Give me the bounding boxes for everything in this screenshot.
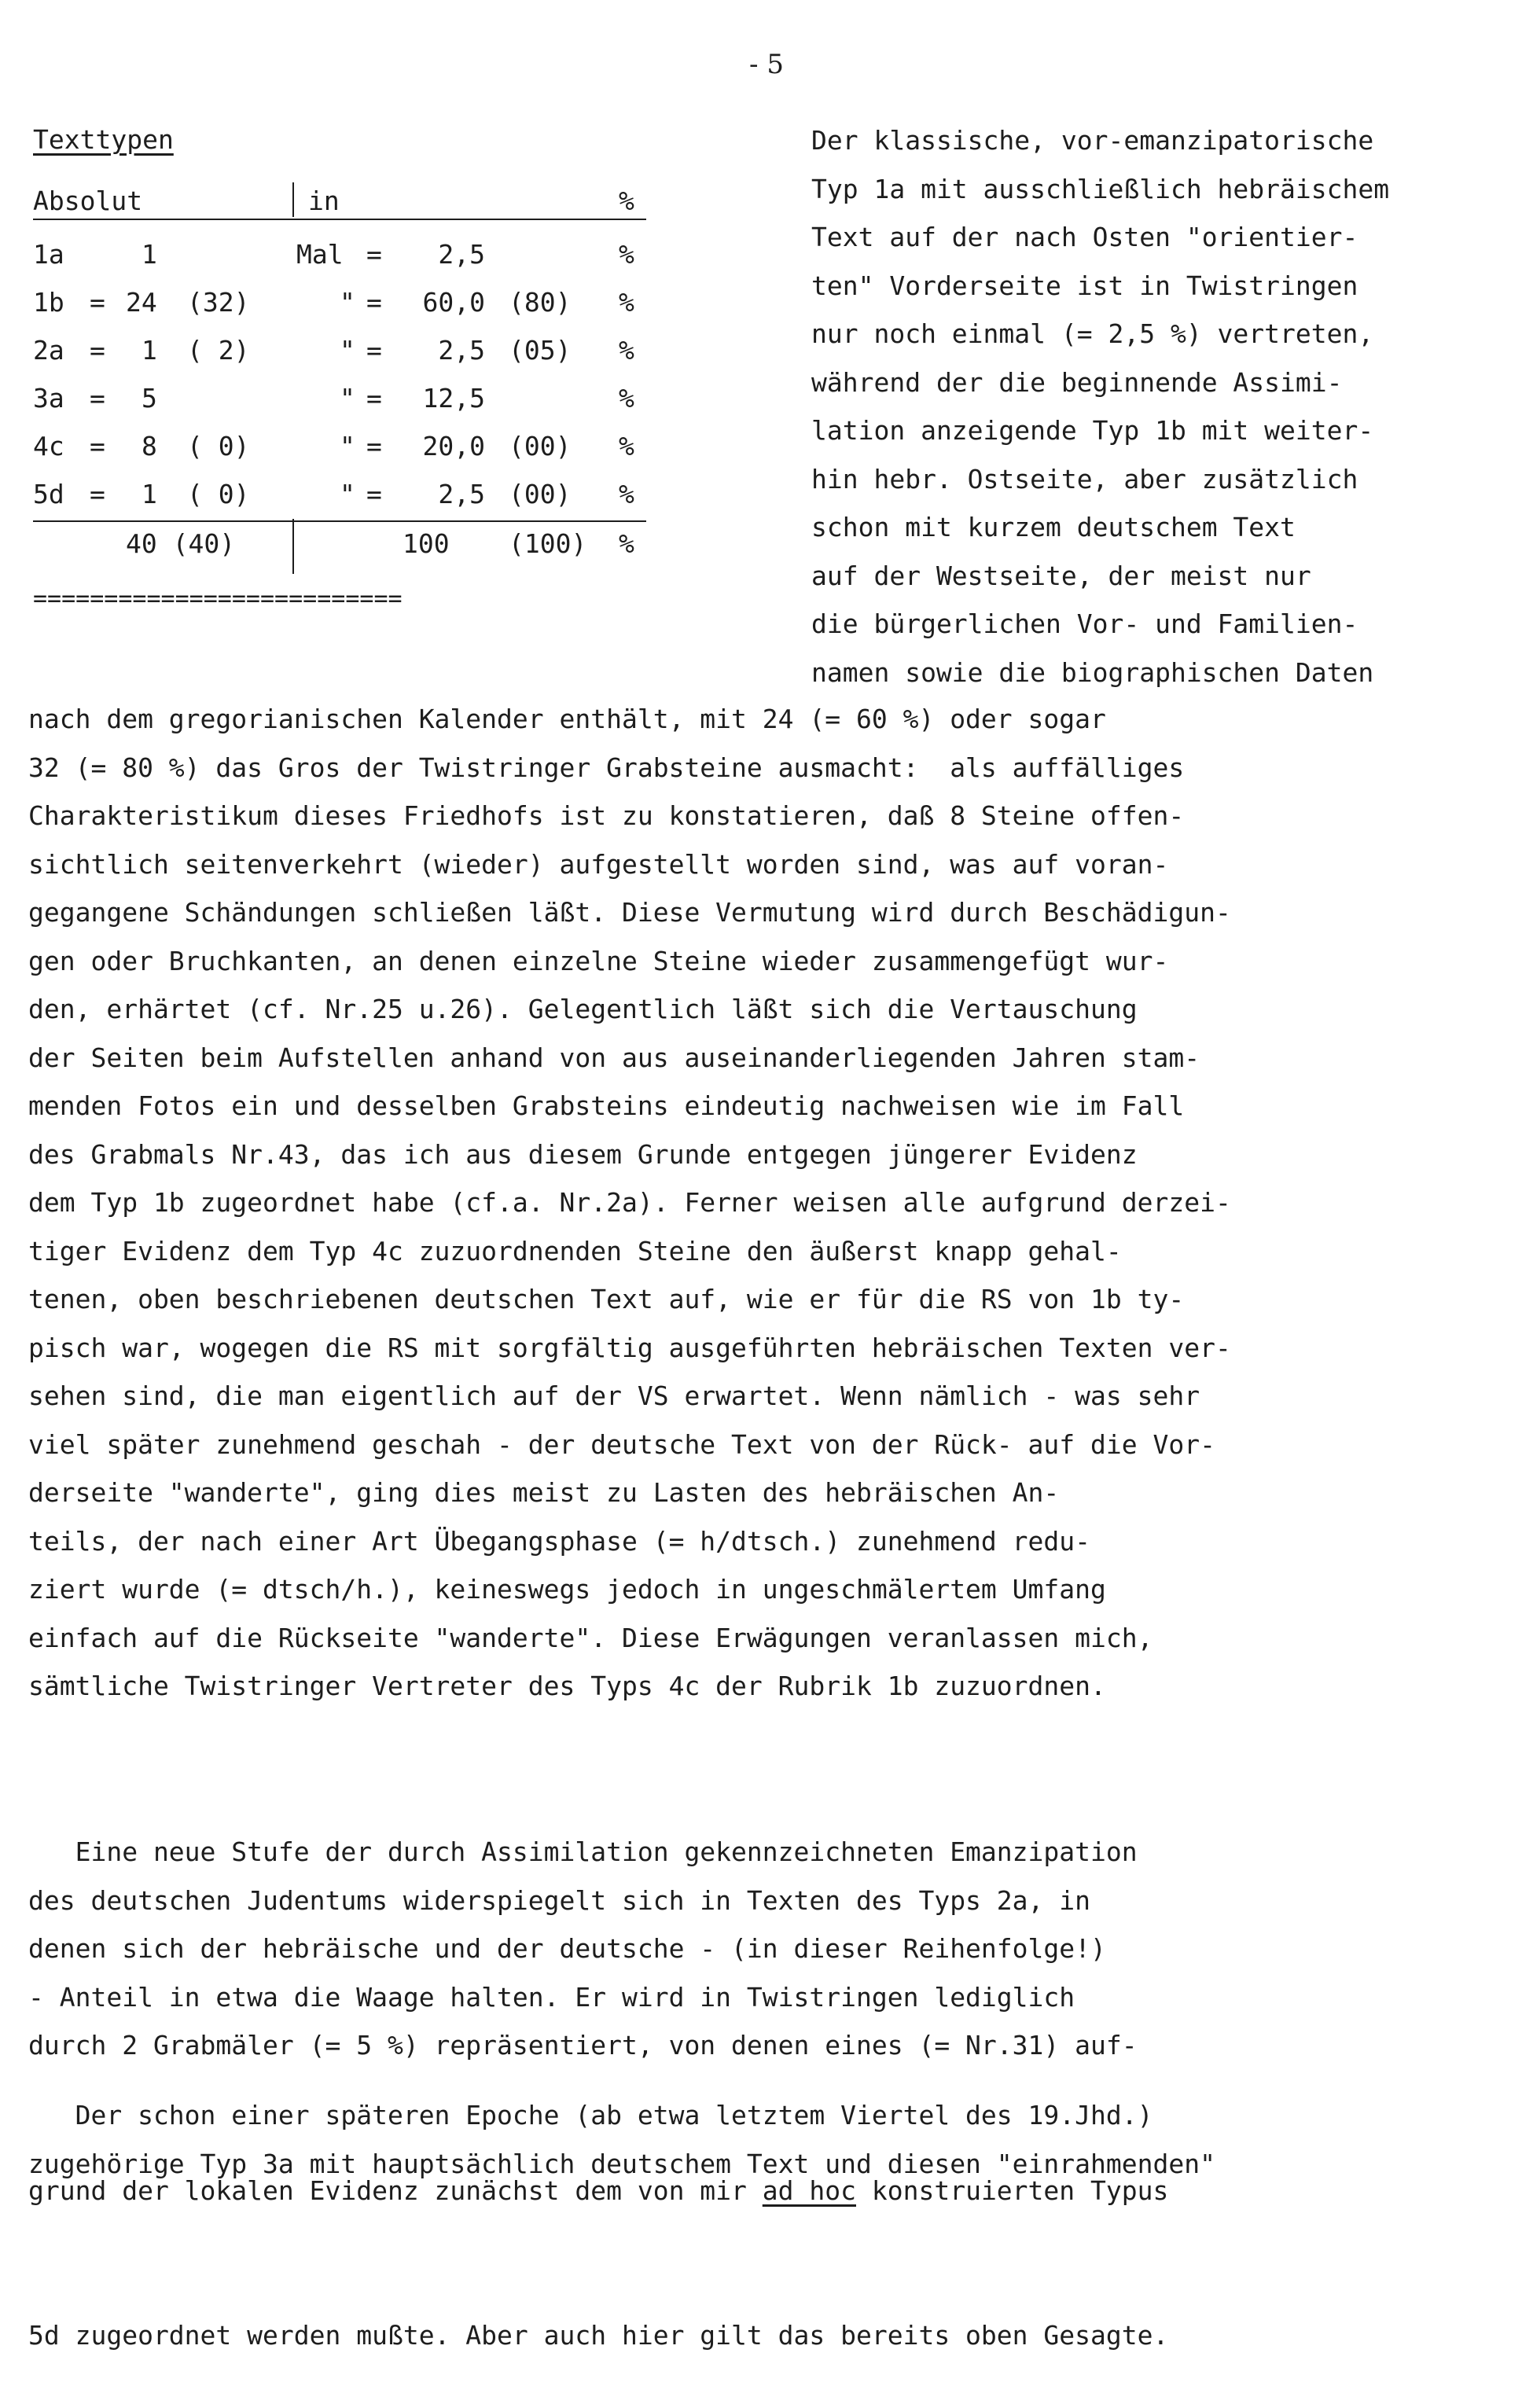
cell-eq1: = <box>90 479 105 509</box>
side-text-line: hin hebr. Ostseite, aber zusätzlich <box>811 463 1358 494</box>
cell-unit: " <box>340 479 355 509</box>
paragraph-2-line-7: 5d zugeordnet werden mußte. Aber auch hier gilt das bereits oben Gesagte. <box>28 2320 1169 2351</box>
paragraph-2-line: - Anteil in etwa die Waage halten. Er wird in Twistringen lediglich <box>28 1981 1075 2013</box>
cell-abs: 1 <box>142 239 157 270</box>
side-text-line: auf der Westseite, der meist nur <box>811 560 1311 591</box>
main-text-line: dem Typ 1b zugeordnet habe (cf.a. Nr.2a). Ferner weisen alle aufgrund derzei- <box>28 1187 1231 1218</box>
cell-type: 5d <box>33 479 64 509</box>
cell-unit: " <box>340 383 355 414</box>
cell-paren: (32) <box>187 287 250 318</box>
main-text-line: viel später zunehmend geschah - der deutsche Text von der Rück- auf die Vor- <box>28 1428 1215 1460</box>
main-text-line: tenen, oben beschriebenen deutschen Text auf, wie er für die RS von 1b ty- <box>28 1284 1185 1314</box>
cell-pct: 2,5 <box>438 479 485 509</box>
side-text-line: Text auf der nach Osten "orientier- <box>811 222 1358 252</box>
total-pct-paren: (100) <box>509 528 587 559</box>
main-text-line: menden Fotos ein und desselben Grabsteins eindeutig nachweisen wie im Fall <box>28 1090 1185 1121</box>
cell-abs: 5 <box>142 383 157 414</box>
cell-pct-paren: (05) <box>509 335 572 366</box>
cell-type: 4c <box>33 431 64 461</box>
paragraph-2-line: denen sich der hebräische und der deutsche - (in dieser Reihenfolge!) <box>28 1933 1106 1964</box>
header-divider <box>292 182 294 217</box>
main-text-line: ziert wurde (= dtsch/h.), keineswegs jedoch in ungeschmälertem Umfang <box>28 1574 1106 1605</box>
main-text <box>28 695 1522 1711</box>
cell-paren: ( 0) <box>187 431 250 461</box>
cell-pct-paren: (00) <box>509 479 572 509</box>
table-row <box>33 377 646 425</box>
cell-pct-paren: (80) <box>509 287 572 318</box>
side-text-line: die bürgerlichen Vor- und Familien- <box>811 608 1358 639</box>
table-row <box>33 472 646 522</box>
main-text-line: den, erhärtet (cf. Nr.25 u.26). Gelegentlich läßt sich die Vertauschung <box>28 994 1138 1024</box>
paragraph-3 <box>28 2091 1522 2188</box>
table-total-row <box>33 522 646 570</box>
total-divider <box>292 519 294 574</box>
cell-eq2: = <box>366 239 382 270</box>
paragraph-2-line-6: grund der lokalen Evidenz zunächst dem von mir ad hoc konstruierten Typus <box>28 2175 1169 2206</box>
cell-eq1: = <box>90 383 105 414</box>
cell-pct-paren: (00) <box>509 431 572 461</box>
cell-pct: 2,5 <box>438 335 485 366</box>
cell-eq2: = <box>366 287 382 318</box>
cell-abs: 24 <box>126 287 157 318</box>
main-text-line: tiger Evidenz dem Typ 4c zuzuordnenden Steine den äußerst knapp gehal- <box>28 1235 1122 1266</box>
main-text-line: der Seiten beim Aufstellen anhand von aus auseinanderliegenden Jahren stam- <box>28 1042 1200 1073</box>
table-row <box>33 425 646 472</box>
main-text-line: nach dem gregorianischen Kalender enthält, mit 24 (= 60 %) oder sogar <box>28 704 1106 734</box>
cell-unit: Mal <box>296 239 344 270</box>
texttypen-table <box>33 179 646 570</box>
main-text-line: gen oder Bruchkanten, an denen einzelne Steine wieder zusammengefügt wur- <box>28 945 1169 976</box>
cell-abs: 1 <box>142 479 157 509</box>
paragraph-2-line: Eine neue Stufe der durch Assimilation gekennzeichneten Emanzipation <box>28 1836 1138 1867</box>
table-title: Texttypen <box>33 124 174 155</box>
cell-type: 2a <box>33 335 64 366</box>
paragraph-2-line: durch 2 Grabmäler (= 5 %) repräsentiert, von denen eines (= Nr.31) auf- <box>28 2030 1138 2061</box>
main-text-line: pisch war, wogegen die RS mit sorgfältig ausgeführten hebräischen Texten ver- <box>28 1332 1231 1363</box>
cell-eq2: = <box>366 383 382 414</box>
cell-paren: ( 2) <box>187 335 250 366</box>
total-pct: 100 <box>403 528 450 559</box>
cell-pct: 12,5 <box>422 383 485 414</box>
paragraph-3-line: Der schon einer späteren Epoche (ab etwa letztem Viertel des 19.Jhd.) <box>28 2100 1153 2130</box>
cell-eq1: = <box>90 335 105 366</box>
main-text-line: Charakteristikum dieses Friedhofs ist zu konstatieren, daß 8 Steine offen- <box>28 800 1185 831</box>
cell-unit: " <box>340 287 355 318</box>
cell-sign: % <box>619 431 634 461</box>
side-text <box>811 116 1503 697</box>
paragraph-2-line: des deutschen Judentums widerspiegelt sich in Texten des Typs 2a, in <box>28 1884 1091 1916</box>
table-double-rule: ========================== <box>33 585 403 612</box>
side-text-line: Typ 1a mit ausschließlich hebräischem <box>811 173 1390 204</box>
cell-pct: 60,0 <box>422 287 485 318</box>
header-in: in <box>308 186 340 216</box>
cell-eq2: = <box>366 335 382 366</box>
side-text-line: namen sowie die biographischen Daten <box>811 656 1374 688</box>
main-text-line: sehen sind, die man eigentlich auf der VS erwartet. Wenn nämlich - was sehr <box>28 1380 1200 1411</box>
cell-eq1: = <box>90 287 105 318</box>
side-text-line: schon mit kurzem deutschem Text <box>811 512 1296 542</box>
paragraph-2 <box>28 1731 1522 2408</box>
cell-pct: 2,5 <box>438 239 485 270</box>
cell-sign: % <box>619 479 634 509</box>
total-abs: 40 (40) <box>126 528 236 559</box>
cell-unit: " <box>340 431 355 461</box>
main-text-line: teils, der nach einer Art Übegangsphase (= h/dtsch.) zunehmend redu- <box>28 1525 1091 1557</box>
cell-type: 1a <box>33 239 64 270</box>
cell-abs: 8 <box>142 431 157 461</box>
header-percent: % <box>619 186 634 216</box>
cell-sign: % <box>619 287 634 318</box>
table-header <box>33 179 646 220</box>
cell-eq1: = <box>90 431 105 461</box>
main-text-line: einfach auf die Rückseite "wanderte". Diese Erwägungen veranlassen mich, <box>28 1622 1153 1653</box>
main-text-line: 32 (= 80 %) das Gros der Twistringer Grabsteine ausmacht: als auffälliges <box>28 752 1185 783</box>
cell-sign: % <box>619 383 634 414</box>
main-text-line: sichtlich seitenverkehrt (wieder) aufgestellt worden sind, was auf voran- <box>28 848 1169 880</box>
main-text-line: des Grabmals Nr.43, das ich aus diesem Grunde entgegen jüngerer Evidenz <box>28 1138 1138 1170</box>
table-row <box>33 281 646 329</box>
paragraph-3-line: zugehörige Typ 3a mit hauptsächlich deutschem Text und diesen "einrahmenden" <box>28 2148 1215 2179</box>
side-text-line: Der klassische, vor-emanzipatorische <box>811 125 1374 156</box>
cell-eq2: = <box>366 431 382 461</box>
side-text-line: lation anzeigende Typ 1b mit weiter- <box>811 415 1374 446</box>
main-text-line: gegangene Schändungen schließen läßt. Diese Vermutung wird durch Beschädigun- <box>28 897 1231 928</box>
main-text-line: derseite "wanderte", ging dies meist zu Lasten des hebräischen An- <box>28 1477 1060 1508</box>
ad-hoc-underlined: ad hoc <box>762 2175 856 2206</box>
header-absolut: Absolut <box>33 186 143 216</box>
main-text-line: sämtliche Twistringer Vertreter des Typs 4c der Rubrik 1b zuzuordnen. <box>28 1671 1106 1701</box>
cell-sign: % <box>619 239 634 270</box>
side-text-line: nur noch einmal (= 2,5 %) vertreten, <box>811 318 1374 349</box>
cell-abs: 1 <box>142 335 157 366</box>
cell-eq2: = <box>366 479 382 509</box>
cell-type: 1b <box>33 287 64 318</box>
cell-sign: % <box>619 335 634 366</box>
side-text-line: während der die beginnende Assimi- <box>811 366 1343 398</box>
cell-unit: " <box>340 335 355 366</box>
table-row <box>33 233 646 281</box>
cell-paren: ( 0) <box>187 479 250 509</box>
total-sign: % <box>619 528 634 559</box>
page-number: - 5 <box>749 49 784 80</box>
side-text-line: ten" Vorderseite ist in Twistringen <box>811 270 1358 301</box>
cell-type: 3a <box>33 383 64 414</box>
cell-pct: 20,0 <box>422 431 485 461</box>
table-row <box>33 329 646 377</box>
